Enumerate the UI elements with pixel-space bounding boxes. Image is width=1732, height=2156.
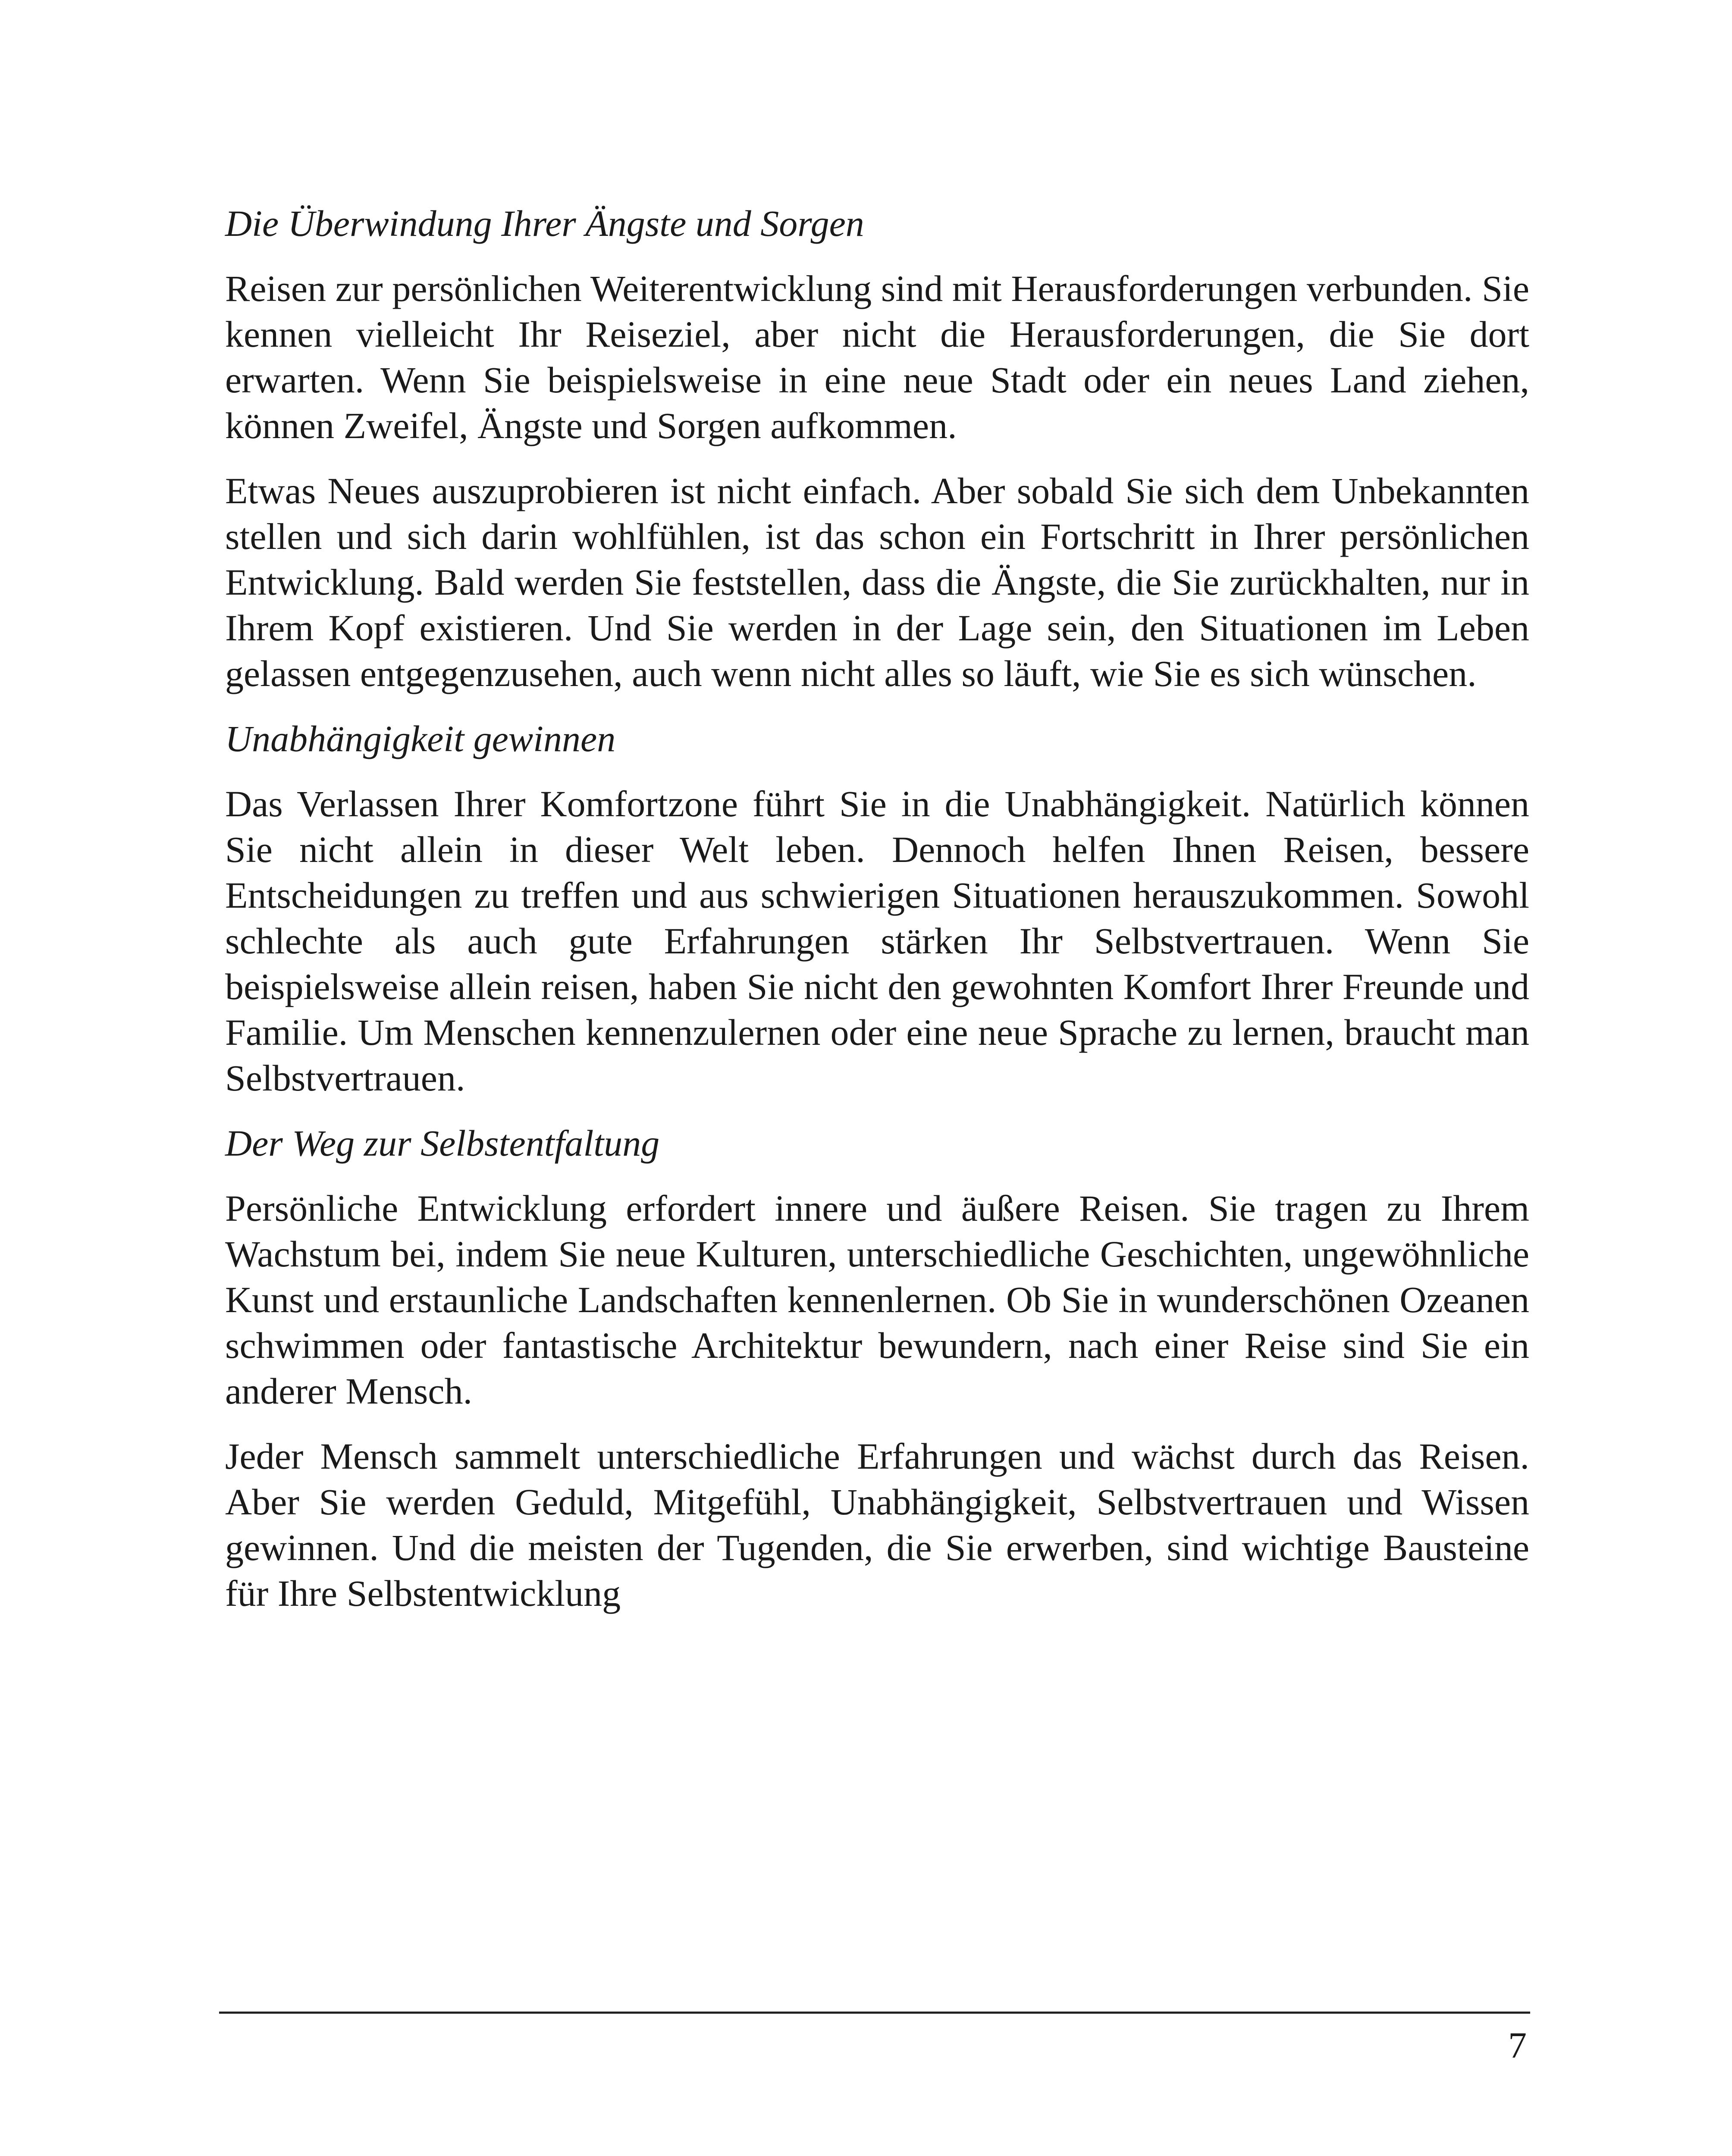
paragraph: Persönliche Entwicklung erfordert innere und äußere Reisen. Sie tragen zu Ihrem Wachstum bei, indem Sie neue Kulturen, unterschiedliche Geschichten, ungewöhnliche Kunst und erstaunliche Landschaften kennenlernen. Ob Sie in wunderschönen Ozeanen schwimmen oder fantastische Architektur bewundern, nach einer Reise sind Sie ein anderer Mensch. [225, 1188, 1529, 1412]
page-body [225, 201, 1529, 1636]
paragraph: Reisen zur persönlichen Weiterentwicklung sind mit Herausforderungen verbunden. Sie kennen vielleicht Ihr Reiseziel, aber nicht die Herausforderungen, die Sie dort erwarten. Wenn Sie beispielsweise in eine neue Stadt oder ein neues Land ziehen, können Zweifel, Ängste und Sorgen aufkommen. [225, 268, 1529, 446]
paragraph: Jeder Mensch sammelt unterschiedliche Erfahrungen und wächst durch das Reisen. Aber Sie werden Geduld, Mitgefühl, Unabhängigkeit, Selbstvertrauen und Wissen gewinnen. Und die meisten der Tugenden, die Sie erwerben, sind wichtige Bausteine für Ihre Selbstentwicklung [225, 1435, 1529, 1614]
section-heading: Der Weg zur Selbstentfaltung [225, 1122, 660, 1164]
section-heading: Unabhängigkeit gewinnen [225, 718, 616, 759]
paragraph: Etwas Neues auszuprobieren ist nicht einfach. Aber sobald Sie sich dem Unbekannten stellen und sich darin wohlfühlen, ist das schon ein Fortschritt in Ihrer persönlichen Entwicklung. Bald werden Sie feststellen, dass die Ängste, die Sie zurückhalten, nur in Ihrem Kopf existieren. Und Sie werden in der Lage sein, den Situationen im Leben gelassen entgegenzusehen, auch wenn nicht alles so läuft, wie Sie es sich wünschen. [225, 470, 1529, 694]
section-heading: Die Überwindung Ihrer Ängste und Sorgen [225, 203, 864, 244]
paragraph: Das Verlassen Ihrer Komfortzone führt Sie in die Unabhängigkeit. Natürlich können Sie nicht allein in dieser Welt leben. Dennoch helfen Ihnen Reisen, bessere Entscheidungen zu treffen und aus schwierigen Situationen herauszukommen. Sowohl schlechte als auch gute Erfahrungen stärken Ihr Selbstvertrauen. Wenn Sie beispielsweise allein reisen, haben Sie nicht den gewohnten Komfort Ihrer Freunde und Familie. Um Menschen kennenzulernen oder eine neue Sprache zu lernen, braucht man Selbstvertrauen. [225, 783, 1529, 1099]
page-number: 7 [1508, 2024, 1527, 2066]
footer-divider [219, 2012, 1530, 2014]
